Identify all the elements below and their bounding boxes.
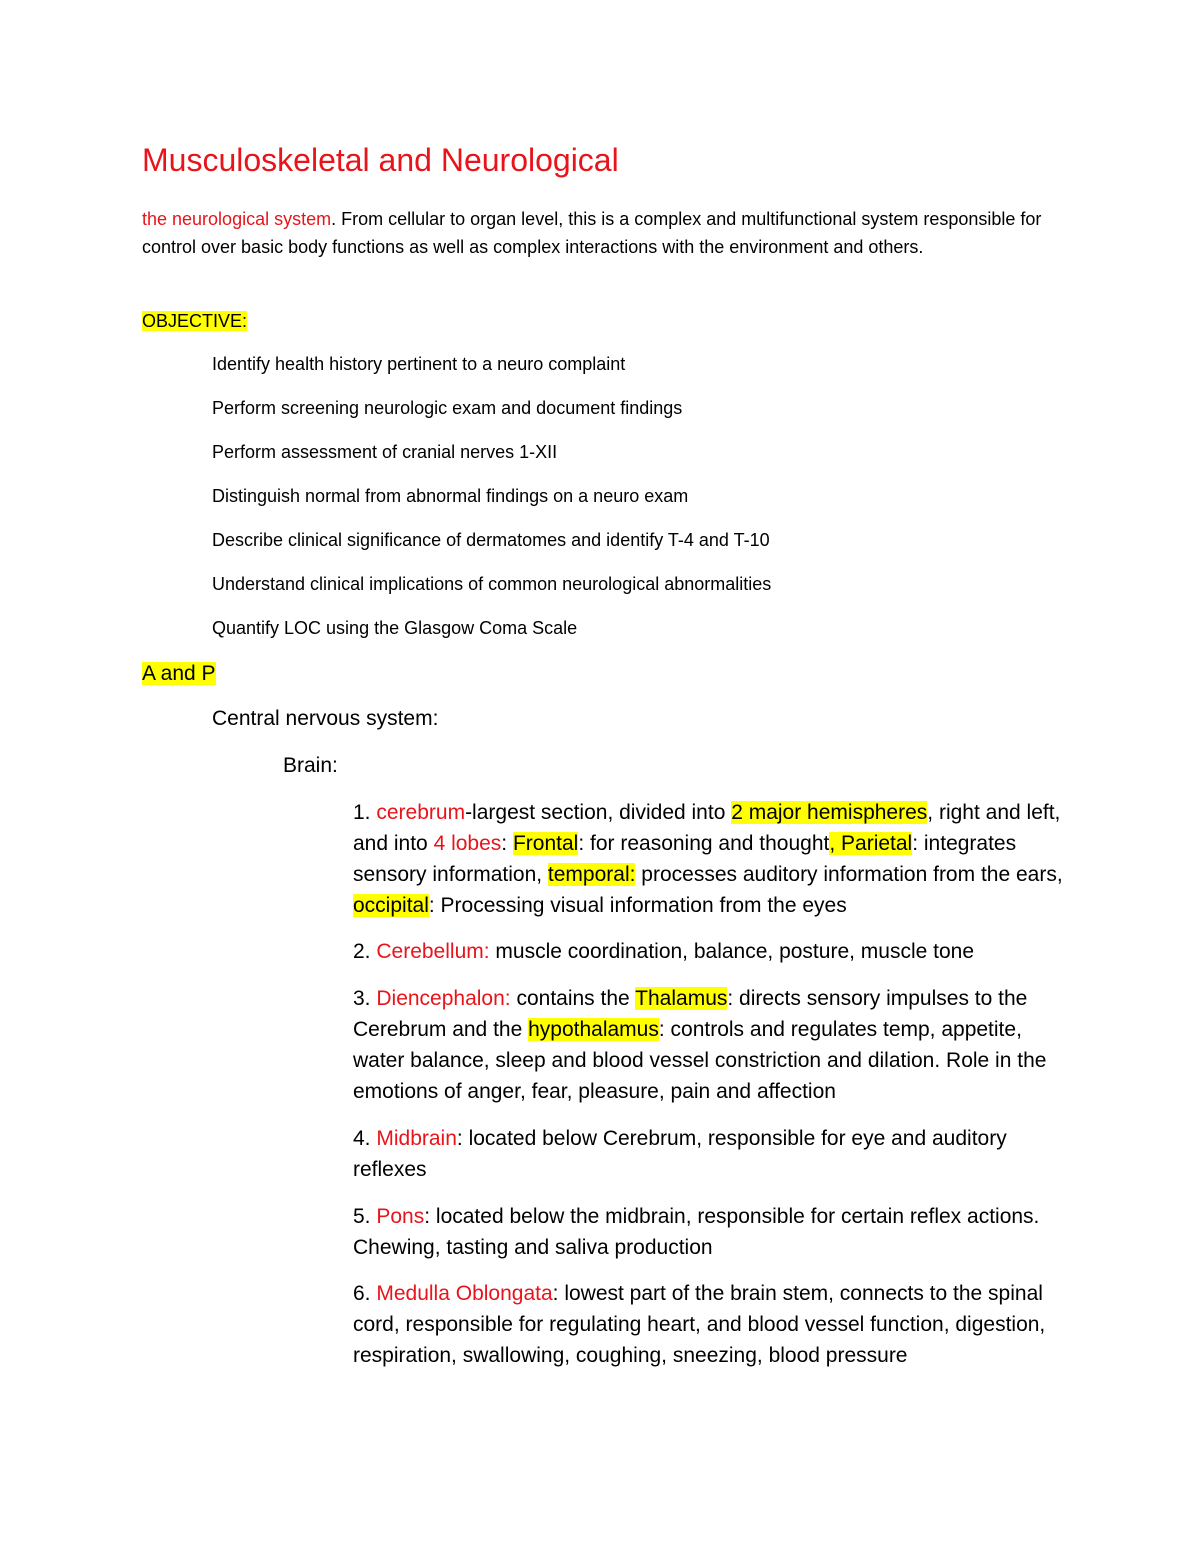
item-number: 4. bbox=[353, 1127, 377, 1150]
brain-heading: Brain: bbox=[283, 754, 338, 777]
brain-item-pons bbox=[353, 1201, 1073, 1263]
item-text: : for reasoning and thought bbox=[578, 832, 830, 855]
item-number: 1. bbox=[353, 801, 377, 824]
item-text: processes auditory information from the ears, bbox=[635, 863, 1063, 886]
cns-heading: Central nervous system: bbox=[212, 707, 439, 730]
item-text: : controls and regulates temp, appetite, water balance, sleep and blood vessel constriction and dilation. Role in the emotions of anger, fear, pleasure, pain and affection bbox=[353, 1018, 1047, 1103]
brain-item-cerebellum bbox=[353, 936, 1073, 967]
objectives-list bbox=[212, 350, 771, 658]
item-text: muscle coordination, balance, posture, muscle tone bbox=[489, 940, 975, 963]
objective-item: Distinguish normal from abnormal findings on a neuro exam bbox=[212, 486, 689, 506]
item-number: 5. bbox=[353, 1205, 377, 1228]
ap-heading-text: A and P bbox=[142, 662, 216, 685]
item-text: -largest section, divided into bbox=[465, 801, 732, 824]
highlight-hemispheres: 2 major hemispheres bbox=[731, 801, 928, 824]
intro-paragraph bbox=[142, 205, 1062, 261]
item-term: Cerebellum: bbox=[376, 940, 490, 963]
item-number: 6. bbox=[353, 1282, 377, 1305]
highlight-thalamus: Thalamus bbox=[635, 987, 728, 1010]
brain-item-medulla bbox=[353, 1278, 1073, 1371]
highlight-temporal: temporal: bbox=[547, 863, 636, 886]
brain-item-midbrain bbox=[353, 1123, 1073, 1185]
page-title: Musculoskeletal and Neurological bbox=[142, 142, 619, 178]
item-text: : directs sensory impulses to the Cerebrum and the bbox=[353, 987, 1028, 1041]
item-text: : lowest part of the brain stem, connects to the spinal cord, responsible for regulating heart, and blood vessel function, digestion, respiration, swallowing, coughing, sneezing, blood pressure bbox=[353, 1282, 1046, 1367]
item-text: , right and left, and into bbox=[353, 801, 1061, 855]
brain-item-cerebrum bbox=[353, 797, 1073, 921]
item-term: Midbrain bbox=[376, 1127, 457, 1150]
objective-item: Quantify LOC using the Glasgow Coma Scale bbox=[212, 618, 578, 638]
item-text: : located below Cerebrum, responsible for eye and auditory reflexes bbox=[353, 1127, 1007, 1181]
objective-item: Identify health history pertinent to a neuro complaint bbox=[212, 354, 626, 374]
objective-item: Perform assessment of cranial nerves 1-XII bbox=[212, 442, 558, 462]
item-text: : located below the midbrain, responsible for certain reflex actions. Chewing, tasting and saliva production bbox=[353, 1205, 1040, 1259]
objective-item: Describe clinical significance of dermatomes and identify T-4 and T-10 bbox=[212, 530, 770, 550]
objective-label bbox=[142, 307, 247, 335]
item-term: Diencephalon: bbox=[376, 987, 511, 1010]
item-number: 2. bbox=[353, 940, 377, 963]
item-text: contains the bbox=[510, 987, 636, 1010]
highlight-hypothalamus: hypothalamus bbox=[528, 1018, 659, 1041]
item-term: Medulla Oblongata bbox=[376, 1282, 553, 1305]
item-text: : Processing visual information from the eyes bbox=[428, 894, 847, 917]
objective-item: Understand clinical implications of common neurological abnormalities bbox=[212, 574, 772, 594]
intro-lead: the neurological system bbox=[142, 209, 332, 229]
item-term: Pons bbox=[376, 1205, 425, 1228]
objective-label-text: OBJECTIVE: bbox=[142, 311, 248, 331]
highlight-occipital: occipital bbox=[353, 894, 429, 917]
item-text: : integrates sensory information, bbox=[353, 832, 1017, 886]
item-text: : bbox=[501, 832, 513, 855]
item-number: 3. bbox=[353, 987, 377, 1010]
objective-item: Perform screening neurologic exam and document findings bbox=[212, 398, 683, 418]
highlight-parietal: , Parietal bbox=[829, 832, 913, 855]
lobes-term: 4 lobes bbox=[433, 832, 502, 855]
ap-heading bbox=[142, 659, 216, 689]
item-term: cerebrum bbox=[376, 801, 466, 824]
intro-text: . From cellular to organ level, this is a complex and multifunctional system responsible for control over basic body functions as well as complex interactions with the environment and others. bbox=[142, 209, 1042, 257]
brain-item-diencephalon bbox=[353, 983, 1073, 1107]
highlight-frontal: Frontal bbox=[512, 832, 579, 855]
